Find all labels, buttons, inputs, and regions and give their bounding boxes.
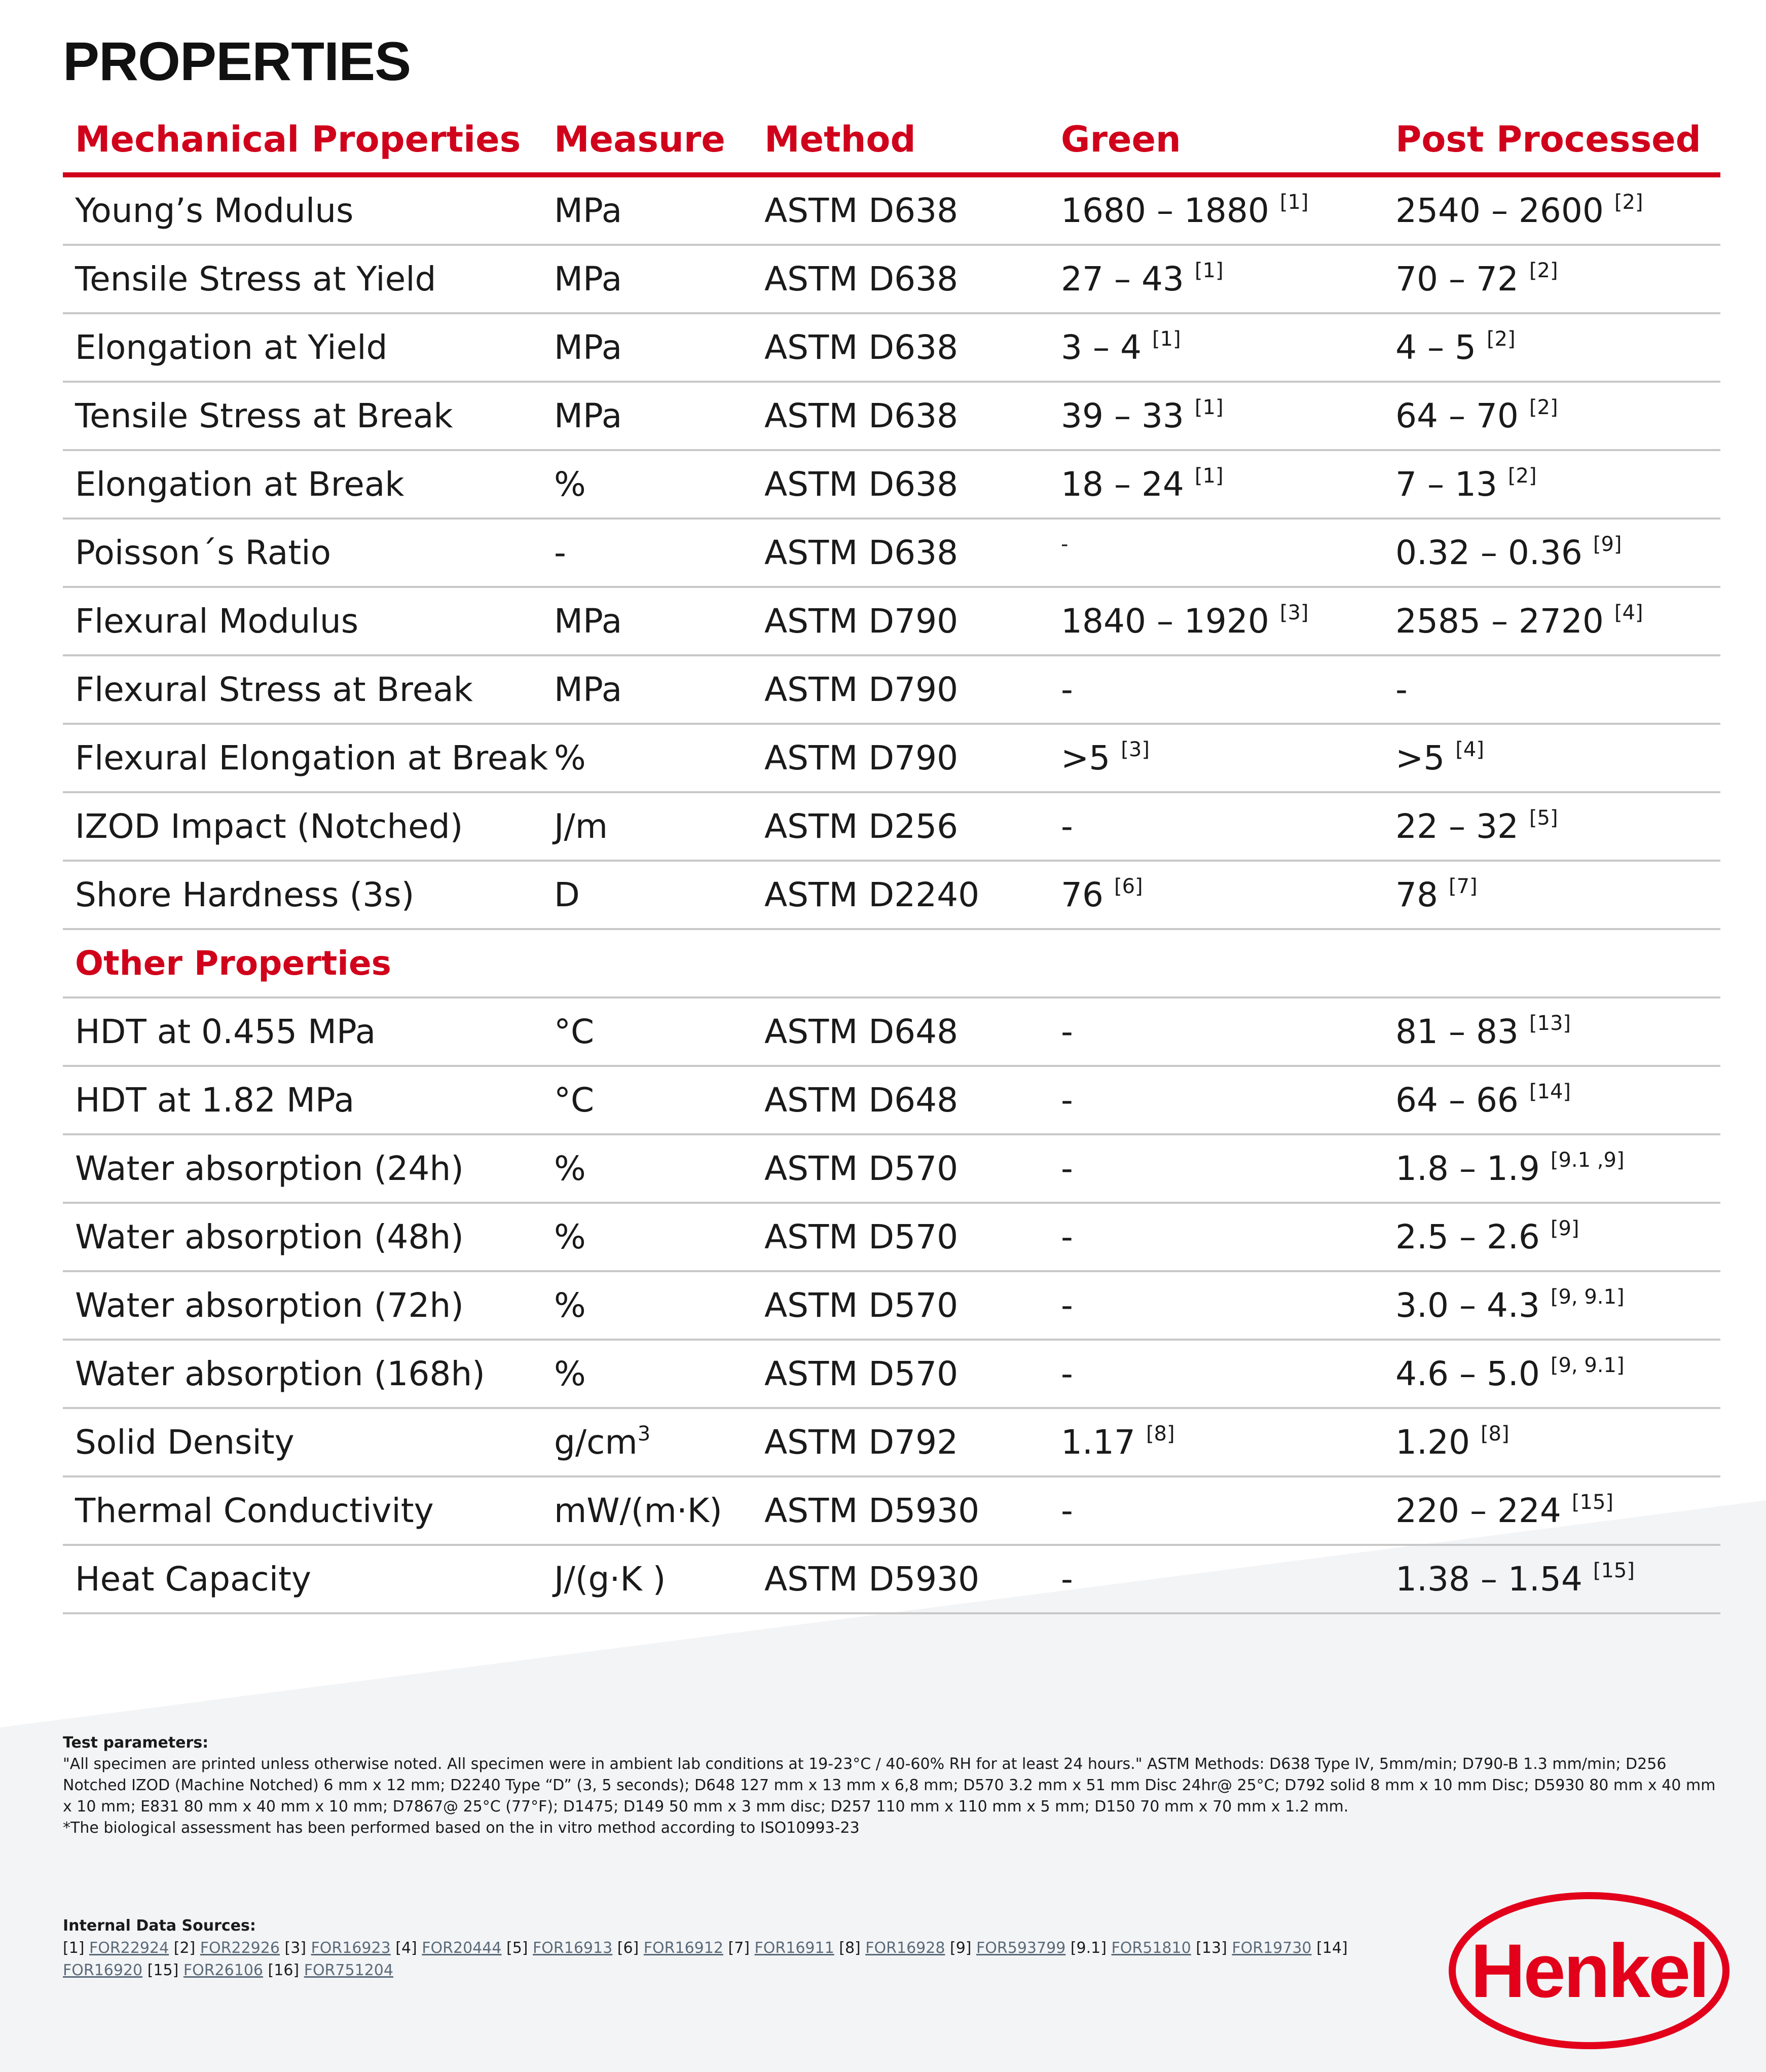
post-processed-cell-ref: [2] [1614,191,1643,214]
post-processed-cell-ref: [2] [1529,396,1558,419]
post-processed-cell [1383,997,1720,1066]
table-row [63,382,1720,450]
post-processed-cell [1383,1203,1720,1271]
method-cell: ASTM D638 [752,245,1049,313]
method-cell: ASTM D570 [752,1203,1049,1271]
measure-cell [542,861,752,929]
green-cell-value: - [1061,1354,1073,1393]
property-name: HDT at 1.82 MPa [63,1066,542,1134]
green-cell-value: 76 [1061,875,1103,914]
measure-cell [542,655,752,724]
page-title: PROPERTIES [63,30,411,92]
method-cell: ASTM D5930 [752,1545,1049,1613]
method-cell: ASTM D648 [752,1066,1049,1134]
table-header-row [63,106,1720,175]
measure-cell [542,792,752,861]
post-processed-cell-value: - [1395,670,1408,709]
source-ref: [15] [147,1962,179,1979]
method-cell: ASTM D256 [752,792,1049,861]
green-cell [1049,1476,1383,1545]
measure-cell [542,450,752,519]
post-processed-cell-value: 1.38 – 1.54 [1395,1560,1583,1599]
method-cell: ASTM D638 [752,382,1049,450]
green-cell [1049,587,1383,655]
green-cell-value: 1680 – 1880 [1061,191,1269,230]
measure-unit: MPa [554,602,622,641]
post-processed-cell-ref: [4] [1614,601,1643,624]
green-cell-ref: - [1061,533,1069,556]
measure-unit: % [554,465,586,504]
source-ref: [16] [268,1962,300,1979]
post-processed-cell-value: 4 – 5 [1395,328,1476,367]
post-processed-cell [1383,175,1720,245]
green-cell-ref: [6] [1114,875,1143,898]
source-ref: [6] [617,1939,639,1957]
green-cell-value: 18 – 24 [1061,465,1184,504]
measure-cell [542,1545,752,1613]
post-processed-cell-value: 4.6 – 5.0 [1395,1354,1540,1393]
property-name: IZOD Impact (Notched) [63,792,542,861]
property-name: Water absorption (168h) [63,1340,542,1408]
post-processed-cell-value: 22 – 32 [1395,807,1519,846]
property-name: Poisson´s Ratio [63,519,542,587]
table-row [63,1545,1720,1613]
measure-unit: MPa [554,191,622,230]
green-cell-ref: [3] [1279,601,1309,624]
post-processed-cell [1383,1271,1720,1340]
measure-exponent: 3 [637,1422,651,1446]
mechanical-properties-body [63,175,1720,929]
table-row [63,450,1720,519]
measure-unit: MPa [554,260,622,299]
measure-unit: MPa [554,328,622,367]
property-name: Water absorption (48h) [63,1203,542,1271]
green-cell [1049,1134,1383,1203]
post-processed-cell-value: >5 [1395,738,1445,778]
post-processed-cell-value: 70 – 72 [1395,260,1519,299]
source-link[interactable]: FOR16911 [754,1939,834,1957]
green-cell-value: - [1061,807,1073,846]
property-name: Young’s Modulus [63,175,542,245]
source-ref: [9.1] [1070,1939,1107,1957]
measure-unit: °C [554,1012,595,1051]
measure-cell [542,1271,752,1340]
green-cell-ref: [3] [1121,738,1150,761]
method-cell: ASTM D5930 [752,1476,1049,1545]
table-row [63,245,1720,313]
post-processed-cell-value: 78 [1395,875,1438,914]
other-properties-body [63,997,1720,1613]
green-cell-value: 27 – 43 [1061,260,1184,299]
source-ref: [7] [728,1939,750,1957]
post-processed-cell-value: 7 – 13 [1395,465,1497,504]
section-row [63,929,1720,997]
post-processed-cell-value: 64 – 70 [1395,396,1519,435]
source-ref: [4] [395,1939,417,1957]
method-cell: ASTM D792 [752,1408,1049,1476]
green-cell-value: >5 [1061,738,1111,778]
test-parameters-body: "All specimen are printed unless otherwise noted. All specimen were in ambient lab conditions at 19-23°C / 40-60% RH for at least 24 hours." ASTM Methods: D638 Type IV, 5mm/min; D790-B 1.3 mm/min; D256 Notched IZOD (Machine Notched) 6 mm x 12 mm; D2240 Type “D” (3, 5 seconds); D648 127 mm x 13 mm x 6,8 mm; D570 3.2 mm x 51 mm Disc 24hr@ 25°C; D792 solid 8 mm x 10 mm Disc; D5930 80 mm x 40 mm x 10 mm; E831 80 mm x 40 mm x 10 mm; D7867@ 25°C (77°F); D1475; D149 50 mm x 3 mm disc; D257 110 mm x 110 mm x 5 mm; D150 70 mm x 70 mm x 1.2 mm. [63,1755,1716,1816]
table-row [63,1066,1720,1134]
post-processed-cell-value: 64 – 66 [1395,1081,1519,1120]
post-processed-cell-ref: [7] [1448,875,1478,898]
measure-cell [542,1203,752,1271]
post-processed-cell-value: 220 – 224 [1395,1491,1561,1530]
property-name: Shore Hardness (3s) [63,861,542,929]
property-name: Water absorption (72h) [63,1271,542,1340]
green-cell-ref: [1] [1152,327,1181,351]
method-cell: ASTM D638 [752,519,1049,587]
property-name: Water absorption (24h) [63,1134,542,1203]
measure-unit: MPa [554,670,622,709]
header-measure: Measure [542,106,752,175]
source-ref: [14] [1316,1939,1348,1957]
measure-cell [542,519,752,587]
post-processed-cell [1383,1408,1720,1476]
table-row [63,519,1720,587]
source-link[interactable]: FOR751204 [304,1962,393,1979]
measure-unit: % [554,1217,586,1256]
green-cell [1049,1066,1383,1134]
green-cell [1049,175,1383,245]
source-link[interactable]: FOR16913 [533,1939,613,1957]
source-link[interactable]: FOR26106 [183,1962,263,1979]
green-cell-ref: [1] [1194,259,1224,282]
source-link[interactable]: FOR16923 [311,1939,391,1957]
property-name: HDT at 0.455 MPa [63,997,542,1066]
post-processed-cell-ref: [15] [1593,1559,1635,1582]
green-cell-value: - [1061,1217,1073,1256]
table-row [63,655,1720,724]
green-cell [1049,792,1383,861]
method-cell: ASTM D790 [752,587,1049,655]
post-processed-cell [1383,519,1720,587]
green-cell [1049,861,1383,929]
measure-cell [542,1340,752,1408]
property-name: Flexural Modulus [63,587,542,655]
post-processed-cell-value: 2.5 – 2.6 [1395,1217,1540,1256]
source-link[interactable]: FOR19730 [1232,1939,1312,1957]
green-cell-ref: [8] [1146,1422,1175,1446]
header-post-processed: Post Processed [1383,106,1720,175]
measure-cell [542,313,752,382]
measure-unit: - [554,533,566,572]
post-processed-cell [1383,1476,1720,1545]
post-processed-cell [1383,1066,1720,1134]
source-ref: [13] [1196,1939,1227,1957]
measure-unit: % [554,738,586,778]
method-cell: ASTM D638 [752,313,1049,382]
source-ref: [9] [950,1939,972,1957]
post-processed-cell-ref: [9, 9.1] [1550,1354,1625,1377]
measure-cell [542,587,752,655]
measure-cell [542,245,752,313]
green-cell-ref: [1] [1194,464,1224,488]
measure-unit: mW/(m·K) [554,1491,722,1530]
post-processed-cell-value: 81 – 83 [1395,1012,1519,1051]
property-name: Elongation at Yield [63,313,542,382]
post-processed-cell [1383,1340,1720,1408]
measure-unit: D [554,875,580,914]
green-cell-value: 3 – 4 [1061,328,1142,367]
post-processed-cell [1383,724,1720,792]
table-row [63,1340,1720,1408]
post-processed-cell [1383,587,1720,655]
property-name: Thermal Conductivity [63,1476,542,1545]
method-cell: ASTM D570 [752,1340,1049,1408]
table-row [63,861,1720,929]
post-processed-cell [1383,450,1720,519]
source-link[interactable]: FOR593799 [976,1939,1066,1957]
green-cell [1049,1545,1383,1613]
post-processed-cell-value: 2585 – 2720 [1395,602,1604,641]
green-cell-ref: [1] [1279,191,1309,214]
measure-cell [542,382,752,450]
table-row [63,1271,1720,1340]
section-title: Other Properties [63,929,1720,997]
source-ref: [3] [284,1939,306,1957]
method-cell: ASTM D570 [752,1134,1049,1203]
post-processed-cell-ref: [2] [1507,464,1537,488]
green-cell [1049,313,1383,382]
property-name: Heat Capacity [63,1545,542,1613]
header-method: Method [752,106,1049,175]
green-cell-ref: [1] [1194,396,1224,419]
measure-unit: J/m [554,807,608,846]
post-processed-cell-ref: [8] [1480,1422,1510,1446]
post-processed-cell-ref: [9.1 ,9] [1550,1149,1625,1172]
green-cell-value: - [1061,1286,1073,1325]
other-properties-section [63,929,1720,997]
post-processed-cell-ref: [9, 9.1] [1550,1285,1625,1309]
post-processed-cell [1383,1134,1720,1203]
green-cell-value: - [1061,670,1073,709]
method-cell: ASTM D638 [752,450,1049,519]
property-name: Elongation at Break [63,450,542,519]
header-mechanical-properties: Mechanical Properties [63,106,542,175]
method-cell: ASTM D790 [752,655,1049,724]
source-ref: [5] [506,1939,528,1957]
post-processed-cell-value: 2540 – 2600 [1395,191,1604,230]
table-row [63,1134,1720,1203]
property-name: Tensile Stress at Yield [63,245,542,313]
measure-unit: % [554,1149,586,1188]
header-green: Green [1049,106,1383,175]
green-cell [1049,1271,1383,1340]
green-cell-value: - [1061,1012,1073,1051]
properties-table [63,106,1720,1614]
source-link[interactable]: FOR16928 [865,1939,945,1957]
source-ref: [2] [173,1939,196,1957]
source-ref: [1] [63,1939,85,1957]
measure-cell [542,175,752,245]
test-parameters [63,1732,1720,1839]
table-row [63,313,1720,382]
property-name: Flexural Elongation at Break [63,724,542,792]
measure-unit: % [554,1286,586,1325]
source-link[interactable]: FOR16912 [643,1939,723,1957]
measure-unit: MPa [554,396,622,435]
green-cell-value: - [1061,1081,1073,1120]
post-processed-cell-ref: [2] [1529,259,1558,282]
measure-cell [542,1066,752,1134]
post-processed-cell [1383,655,1720,724]
measure-unit: g/cm [554,1423,638,1462]
post-processed-cell [1383,861,1720,929]
property-name: Flexural Stress at Break [63,655,542,724]
green-cell-value: 1840 – 1920 [1061,602,1269,641]
green-cell [1049,1203,1383,1271]
method-cell: ASTM D2240 [752,861,1049,929]
sources-list [63,1937,1426,1982]
biological-assessment-note: *The biological assessment has been performed based on the in vitro method according to ISO10993-23 [63,1819,860,1837]
logo-text: Henkel [1470,1928,1708,2013]
measure-cell [542,1476,752,1545]
source-link[interactable]: FOR22924 [89,1939,169,1957]
green-cell [1049,1340,1383,1408]
green-cell [1049,724,1383,792]
green-cell-value: - [1061,1149,1073,1188]
post-processed-cell-ref: [2] [1486,327,1516,351]
table-row [63,997,1720,1066]
green-cell [1049,997,1383,1066]
method-cell: ASTM D570 [752,1271,1049,1340]
post-processed-cell-ref: [15] [1571,1491,1613,1514]
measure-unit: °C [554,1081,595,1120]
post-processed-cell-ref: [14] [1529,1080,1571,1103]
green-cell [1049,245,1383,313]
green-cell [1049,1408,1383,1476]
source-link[interactable]: FOR16920 [63,1962,143,1979]
post-processed-cell [1383,313,1720,382]
internal-data-sources [63,1915,1426,1982]
green-cell-value: 1.17 [1061,1423,1135,1462]
table-row [63,792,1720,861]
post-processed-cell-ref: [4] [1455,738,1484,761]
green-cell [1049,450,1383,519]
table-row [63,1408,1720,1476]
measure-unit: J/(g·K ) [554,1560,666,1599]
sources-heading: Internal Data Sources: [63,1917,256,1935]
post-processed-cell-ref: [9] [1593,533,1622,556]
source-link[interactable]: FOR51810 [1111,1939,1191,1957]
measure-unit: % [554,1354,586,1393]
post-processed-cell-ref: [13] [1529,1012,1571,1035]
post-processed-cell [1383,1545,1720,1613]
post-processed-cell-value: 1.20 [1395,1423,1470,1462]
post-processed-cell-ref: [5] [1529,806,1558,830]
henkel-logo [1445,1890,1734,2052]
post-processed-cell [1383,792,1720,861]
table-row [63,724,1720,792]
green-cell [1049,519,1383,587]
property-name: Solid Density [63,1408,542,1476]
post-processed-cell-value: 3.0 – 4.3 [1395,1286,1540,1325]
measure-cell [542,997,752,1066]
source-ref: [8] [839,1939,861,1957]
green-cell-value: 39 – 33 [1061,396,1184,435]
measure-cell [542,724,752,792]
test-parameters-heading: Test parameters: [63,1734,209,1752]
table-row [63,587,1720,655]
method-cell: ASTM D790 [752,724,1049,792]
table-row [63,175,1720,245]
source-link[interactable]: FOR22926 [200,1939,280,1957]
green-cell-value: - [1061,1560,1073,1599]
green-cell [1049,655,1383,724]
post-processed-cell-value: 0.32 – 0.36 [1395,533,1583,572]
measure-cell [542,1408,752,1476]
table-row [63,1476,1720,1545]
post-processed-cell-value: 1.8 – 1.9 [1395,1149,1540,1188]
measure-cell [542,1134,752,1203]
post-processed-cell [1383,245,1720,313]
green-cell [1049,382,1383,450]
method-cell: ASTM D638 [752,175,1049,245]
source-link[interactable]: FOR20444 [422,1939,502,1957]
method-cell: ASTM D648 [752,997,1049,1066]
post-processed-cell [1383,382,1720,450]
post-processed-cell-ref: [9] [1550,1217,1579,1240]
green-cell-value: - [1061,1491,1073,1530]
property-name: Tensile Stress at Break [63,382,542,450]
table-row [63,1203,1720,1271]
